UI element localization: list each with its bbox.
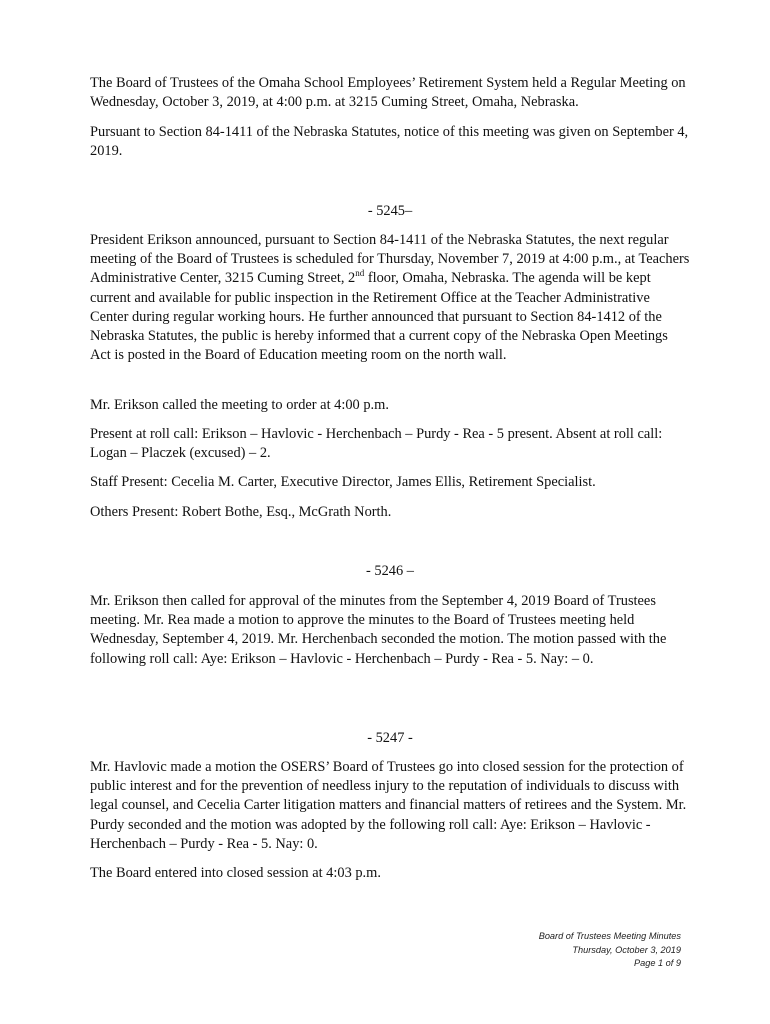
staff-present-paragraph: Staff Present: Cecelia M. Carter, Executive Director, James Ellis, Retirement Specialist.: [90, 474, 596, 490]
section-marker-5246: - 5246 –: [366, 563, 414, 579]
footer-page-number: Page 1 of 9: [634, 958, 681, 969]
section-marker-5247: - 5247 -: [367, 730, 413, 746]
footer-title: Board of Trustees Meeting Minutes: [538, 931, 681, 941]
footer-date: Thursday, October 3, 2019: [572, 944, 681, 955]
intro-paragraph: The Board of Trustees of the Omaha School Employees’ Retirement System held a Regular Meeting on Wednesday, October 3, 2019, at 4:00 p.m. at 3215 Cuming Street, Omaha, Nebraska.: [90, 75, 686, 111]
page-footer: [539, 930, 681, 971]
roll-call-paragraph: Present at roll call: Erikson – Havlovic - Herchenbach – Purdy - Rea - 5 present. Absent at roll call: Logan – Placzek (excused) – 2.: [90, 426, 663, 462]
others-present-paragraph: Others Present: Robert Bothe, Esq., McGrath North.: [90, 504, 392, 520]
minutes-approval-paragraph: Mr. Erikson then called for approval of the minutes from the September 4, 2019 Board of Trustees meeting. Mr. Rea made a motion to approve the minutes to the Board of Trustees meeting held Wednesday, September 4, 2019. Mr. Herchenbach seconded the motion. The motion passed with the following roll call: Aye: Erikson – Havlovic - Herchenbach – Purdy - Rea - 5. Nay: – 0.: [90, 593, 667, 667]
floor-ordinal-suffix: nd: [355, 268, 365, 279]
section-marker-5245: - 5245–: [367, 203, 413, 219]
call-to-order-paragraph: Mr. Erikson called the meeting to order at 4:00 p.m.: [90, 397, 389, 413]
closed-session-entry-paragraph: The Board entered into closed session at 4:03 p.m.: [90, 865, 381, 881]
announcement-text-a: President Erikson announced, pursuant to Section 84-1411 of the Nebraska Statutes, the next regular meeting of the Board of Trustees is scheduled for Thursday, November 7, 2019 at 4:00 p.m., at Teachers Administrative Center, 3215 Cuming Street, 2: [90, 232, 690, 287]
notice-paragraph: Pursuant to Section 84-1411 of the Nebraska Statutes, notice of this meeting was given on September 4, 2019.: [90, 124, 689, 160]
announcement-text-b: floor, Omaha, Nebraska. The agenda will be kept current and available for public inspection in the Retirement Office at the Teacher Administrative Center during regular working hours. He further announced that pursuant to Section 84-1412 of the Nebraska Statutes, the public is hereby informed that a current copy of the Nebraska Open Meetings Act is posted in the Board of Education meeting room on the north wall.: [90, 270, 668, 364]
announcement-paragraph: [90, 231, 690, 365]
closed-session-motion-paragraph: Mr. Havlovic made a motion the OSERS’ Board of Trustees go into closed session for the protection of public interest and for the prevention of needless injury to the reputation of individuals to discuss with legal counsel, and Cecelia Carter litigation matters and financial matters of retirees and the System. Mr. Purdy seconded and the motion was adopted by the following roll call: Aye: Erikson – Havlovic - Herchenbach – Purdy - Rea - 5. Nay: 0.: [90, 759, 687, 852]
